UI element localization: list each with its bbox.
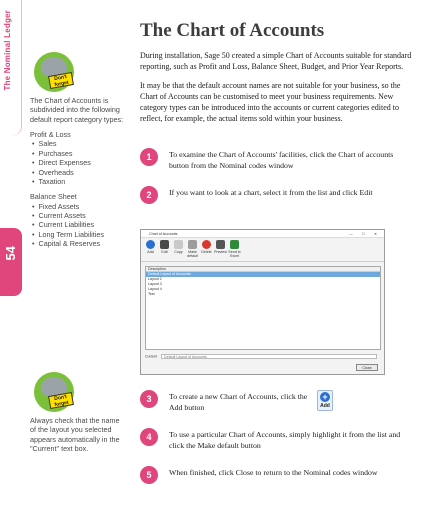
make-default-button[interactable]: Make default [186, 240, 199, 261]
table-row[interactable]: Layout 2 [148, 277, 162, 281]
window-title: Chart of Accounts [149, 232, 178, 236]
main-content [140, 20, 412, 132]
table-row[interactable]: Test [148, 292, 155, 296]
step-number: 2 [140, 186, 158, 204]
window-titlebar [141, 230, 384, 238]
intro-paragraph-1: During installation, Sage 50 created a simple Chart of Accounts suitable for standard reporting, such as Profit and Loss, Balance Sheet, Budget, and Prior Year Reports. [140, 51, 412, 72]
delete-button[interactable]: Delete [200, 240, 213, 261]
step-text: To use a particular Chart of Accounts, simply highlight it from the list and click the Make default button [169, 430, 401, 451]
note-1-text: The Chart of Accounts is subdivided into the following default report category types: [30, 96, 124, 124]
list-item: • Sales [30, 139, 125, 148]
list-item: • Taxation [30, 177, 125, 186]
page-number: 54 [3, 246, 18, 261]
group-2-list [30, 202, 125, 249]
note-2-text: Always check that the name of the layout you selected appears automatically in the "Current" text box. [30, 416, 120, 454]
add-icon: + [320, 392, 330, 402]
close-button[interactable]: Close [356, 364, 378, 371]
page-title: The Chart of Accounts [140, 20, 325, 41]
sidebar-note-1 [30, 52, 125, 254]
add-button-illustration [317, 390, 333, 411]
list-item: • Fixed Assets [30, 202, 125, 211]
step-number: 5 [140, 466, 158, 484]
current-field [145, 354, 377, 359]
group-1-title: Profit & Loss [30, 130, 71, 140]
window-toolbar [141, 238, 384, 262]
table-row[interactable]: Default Layout of Accounts [146, 272, 380, 277]
list-item: • Purchases [30, 149, 125, 158]
group-2-title: Balance Sheet [30, 192, 77, 202]
list-item: • Overheads [30, 168, 125, 177]
current-label: Current [145, 354, 157, 359]
edit-button[interactable]: Edit [158, 240, 171, 261]
step-number: 3 [140, 390, 158, 408]
step-number: 1 [140, 148, 158, 166]
layouts-list[interactable] [145, 266, 381, 350]
step-text: If you want to look at a chart, select it from the list and click Edit [169, 188, 373, 197]
table-row[interactable]: Layout 3 [148, 282, 162, 286]
step-text: To examine the Chart of Accounts' facilities, click the Chart of accounts button from the Nominal codes window [169, 150, 394, 171]
step-number: 4 [140, 428, 158, 446]
send-to-excel-button[interactable]: Send to Excel [228, 240, 241, 261]
sidebar-note-2 [30, 372, 125, 459]
dont-forget-icon: Don't forget [34, 52, 74, 92]
add-button[interactable]: Add [144, 240, 157, 261]
list-item: • Long Term Liabilities [30, 230, 125, 239]
list-item: • Current Assets [30, 211, 125, 220]
chapter-tab [0, 0, 22, 136]
dont-forget-icon: Don't forget [34, 372, 74, 412]
step-text: To create a new Chart of Accounts, click the Add button [169, 392, 308, 413]
window-controls[interactable]: — ☐ ✕ [349, 232, 381, 236]
preview-button[interactable]: Preview [214, 240, 227, 261]
current-input[interactable]: Default Layout of Accounts [161, 354, 377, 359]
group-1-list [30, 139, 125, 186]
list-item: • Capital & Reserves [30, 239, 125, 248]
copy-button[interactable]: Copy [172, 240, 185, 261]
list-item: • Direct Expenses [30, 158, 125, 167]
chapter-title: The Nominal Ledger [3, 10, 12, 91]
page-number-tab [0, 228, 22, 296]
chart-of-accounts-window [140, 229, 385, 375]
add-button-label: Add [320, 403, 330, 409]
list-item: • Current Liabilities [30, 220, 125, 229]
intro-paragraph-2: It may be that the default account names are not suitable for your business, so the Chart of Accounts can be customised to meet your business requirements. New category types can be introduced into the accounts or current categories edited to reflect, for example, the actual items sold within your business. [140, 81, 401, 124]
table-row[interactable]: Layout 4 [148, 287, 162, 291]
list-header[interactable]: Description [146, 267, 380, 272]
step-text: When finished, click Close to return to the Nominal codes window [169, 468, 378, 477]
